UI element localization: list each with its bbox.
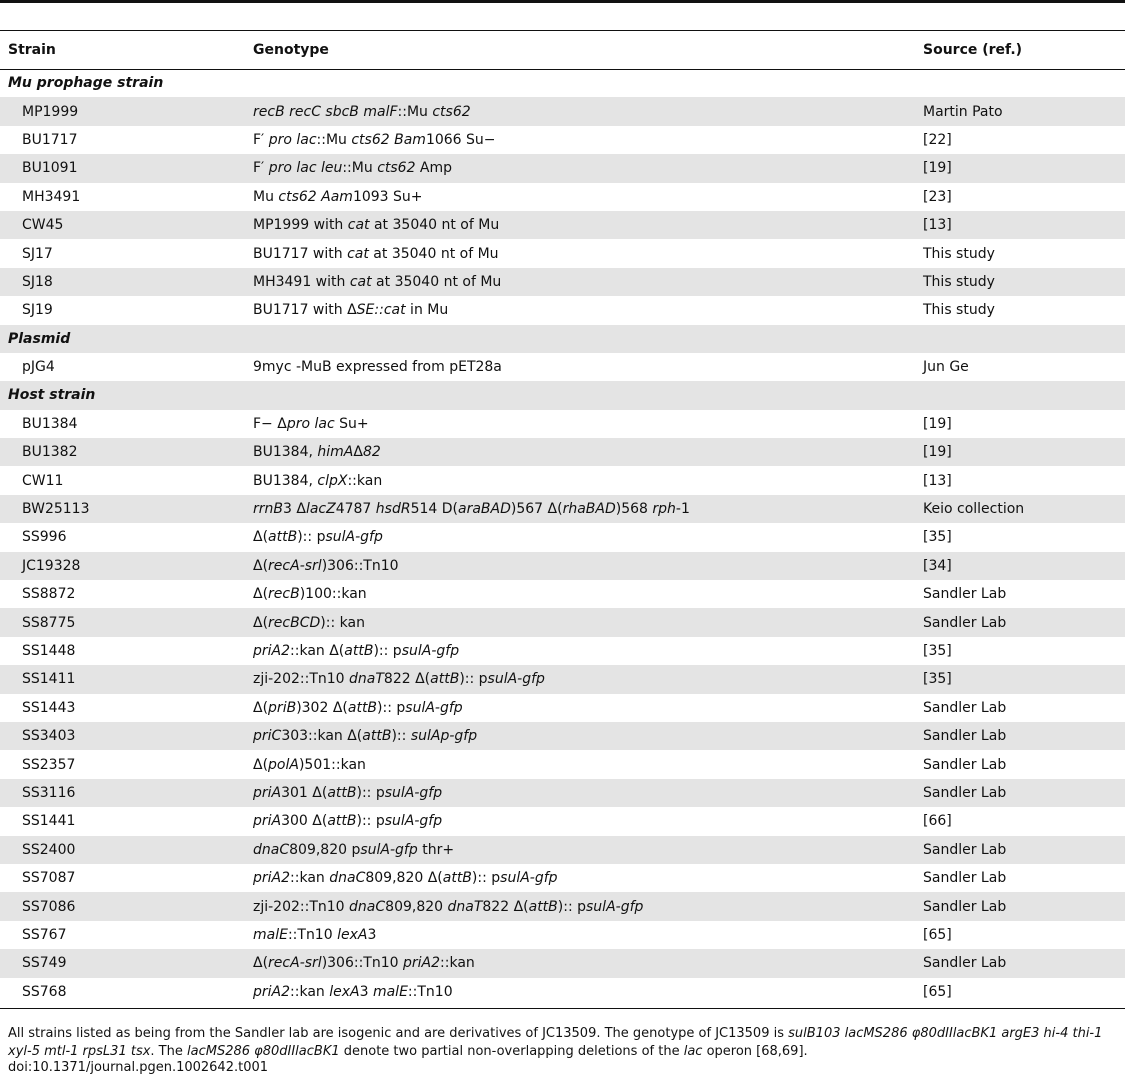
text-segment: ::kan Δ( [290, 643, 345, 659]
table-body [0, 69, 1125, 1006]
italic-text: lac [683, 1044, 703, 1059]
source-cell: [34] [915, 552, 1125, 580]
source-cell: Martin Pato [915, 97, 1125, 125]
text-segment: Δ( [253, 586, 269, 603]
italic-text: attB [362, 728, 392, 745]
italic-text: rhaBAD [562, 501, 616, 518]
genotype-cell [245, 864, 915, 892]
text-segment: Δ( [253, 756, 269, 773]
text-segment: ):: p [356, 813, 385, 830]
strain-table [0, 30, 1125, 1006]
text-segment: 3 Δ [283, 501, 306, 518]
genotype-cell [245, 552, 915, 580]
italic-text: sulB103 lacMS286 φ80dIIlacBK1 argE3 hi-4 thi-1 xyl-5 mtl-1 rpsL31 tsx [8, 1026, 1103, 1059]
italic-text: lacZ [305, 501, 336, 518]
italic-text: priA [253, 813, 282, 830]
table-footnote [8, 1025, 1120, 1061]
strain-cell: SS767 [22, 926, 67, 943]
table-row [0, 580, 1125, 608]
table-row [0, 97, 1125, 125]
text-segment: Amp [415, 160, 453, 177]
italic-text: pro lac leu [268, 160, 343, 177]
italic-text: clpX [317, 472, 348, 489]
italic-text: lexA [329, 983, 360, 1000]
column-header-strain: Strain [8, 41, 56, 58]
source-cell: [65] [923, 926, 952, 943]
text-segment: ::Tn10 [407, 983, 453, 1000]
italic-text: rph [652, 501, 676, 518]
table-bottom-rule [0, 1008, 1125, 1009]
text-segment: ::kan [347, 472, 383, 489]
section-title: Host strain [0, 381, 1125, 409]
italic-text: dnaC [329, 870, 366, 887]
text-segment: )501::kan [298, 756, 366, 773]
table-row [0, 268, 1125, 296]
italic-text: cat [349, 273, 372, 290]
text-segment: 3 [359, 983, 373, 1000]
italic-text: malE [372, 983, 408, 1000]
source-cell: [35] [915, 665, 1125, 693]
text-segment: 9myc -MuB expressed from pET28a [253, 359, 502, 376]
text-segment: F′ [253, 131, 269, 148]
strain-cell: MP1999 [0, 97, 245, 125]
genotype-cell [245, 239, 915, 267]
text-segment: ::Mu [397, 103, 433, 120]
italic-text: sulA-gfp [586, 898, 644, 915]
table-row [0, 892, 1125, 920]
source-cell: This study [915, 268, 1125, 296]
italic-text: dnaT [447, 898, 483, 915]
genotype-cell [245, 353, 915, 381]
table-row [0, 296, 1125, 324]
text-segment: ):: p [373, 643, 402, 659]
text-segment: ):: p [471, 870, 501, 887]
italic-text: priA2 [253, 983, 291, 1000]
text-segment: thr+ [417, 841, 455, 858]
strain-cell: SS7086 [0, 892, 245, 920]
italic-text: pro lac [286, 415, 335, 432]
text-segment: denote two partial non-overlapping deletions of the [339, 1044, 684, 1059]
italic-text: attB [430, 671, 460, 688]
italic-text: attB [344, 643, 374, 659]
text-segment: 822 Δ( [383, 671, 431, 688]
source-cell: Jun Ge [923, 359, 969, 376]
doi-text: doi:10.1371/journal.pgen.1002642.t001 [8, 1060, 269, 1075]
italic-text: priA2 [253, 870, 291, 887]
source-cell: [19] [915, 438, 1125, 466]
strain-cell: CW11 [22, 472, 64, 489]
strain-cell: SJ18 [0, 268, 245, 296]
table-row [0, 126, 1125, 154]
strain-cell: SS768 [22, 983, 67, 1000]
genotype-cell [245, 211, 915, 239]
text-segment: )306::Tn10 [321, 955, 403, 972]
italic-text: cts62 [432, 103, 471, 120]
italic-text: priC [253, 728, 282, 745]
genotype-cell [245, 722, 915, 750]
italic-text: sulA-gfp [401, 643, 460, 659]
table-row [0, 694, 1125, 722]
genotype-cell [245, 268, 915, 296]
strain-cell: SS1448 [22, 643, 76, 659]
source-cell: [13] [923, 472, 952, 489]
table-row [0, 552, 1125, 580]
genotype-cell [245, 949, 915, 977]
strain-cell: SS3403 [0, 722, 245, 750]
italic-text: pro lac [268, 131, 317, 148]
table-row [0, 665, 1125, 693]
source-cell: [66] [923, 813, 952, 830]
text-segment: ):: p [557, 898, 587, 915]
source-cell: [22] [923, 131, 952, 148]
table-row [0, 750, 1125, 778]
section-row [0, 69, 1125, 97]
strain-cell: SS996 [22, 529, 67, 546]
source-cell: Sandler Lab [915, 608, 1125, 636]
text-segment: 1066 Su− [425, 131, 496, 148]
table-row [0, 608, 1125, 636]
strain-cell: SS8775 [0, 608, 245, 636]
italic-text: lacMS286 φ80dIIlacBK1 [187, 1044, 340, 1059]
genotype-cell [245, 410, 915, 438]
italic-text: attB [528, 898, 558, 915]
italic-text: sulA-gfp [405, 699, 463, 716]
italic-text: 82 [362, 444, 381, 461]
italic-text: cts62 Bam [351, 131, 426, 148]
genotype-cell [245, 807, 915, 835]
text-segment: operon [68,69]. [702, 1044, 808, 1059]
table-row [0, 410, 1125, 438]
text-segment: 514 D( [410, 501, 458, 518]
text-segment: 822 Δ( [482, 898, 529, 915]
italic-text: cts62 Aam [278, 188, 353, 205]
text-segment: 3 [367, 926, 377, 943]
text-segment: ::kan [290, 870, 330, 887]
table-row [0, 211, 1125, 239]
text-segment: MH3491 with [253, 273, 350, 290]
text-segment: Δ( [253, 557, 269, 574]
text-segment: )567 Δ( [510, 501, 563, 518]
text-segment: ):: p [356, 784, 385, 801]
italic-text: recBCD [268, 614, 321, 631]
genotype-cell [245, 183, 915, 211]
italic-text: cts62 [377, 160, 416, 177]
italic-text: recA-srl [268, 955, 322, 972]
source-cell: Sandler Lab [915, 722, 1125, 750]
italic-text: rrnB [253, 501, 283, 518]
italic-text: attB [442, 870, 472, 887]
strain-cell: SS1443 [22, 699, 76, 716]
table-header-row [0, 30, 1125, 69]
genotype-cell [245, 694, 915, 722]
italic-text: cat [347, 245, 369, 262]
text-segment: ::kan [290, 983, 330, 1000]
italic-text: polA [268, 756, 299, 773]
strain-cell: pJG4 [22, 359, 55, 376]
text-segment: 809,820 p [289, 841, 361, 858]
table-row [0, 722, 1125, 750]
genotype-cell [245, 637, 915, 665]
italic-text: lexA [337, 926, 368, 943]
source-cell: Sandler Lab [923, 699, 1007, 716]
italic-text: sulAp-gfp [410, 728, 478, 745]
text-segment: 809,820 [385, 898, 448, 915]
table-row [0, 183, 1125, 211]
text-segment: 809,820 Δ( [365, 870, 443, 887]
text-segment: BU1384, [253, 444, 318, 461]
source-cell: Sandler Lab [923, 756, 1007, 773]
text-segment: Δ( [253, 955, 269, 972]
genotype-cell [245, 665, 915, 693]
strain-cell: BU1382 [0, 438, 245, 466]
italic-text: sulA-gfp [325, 529, 383, 546]
genotype-cell [245, 495, 915, 523]
table-row [0, 438, 1125, 466]
italic-text: malE [253, 926, 288, 943]
text-segment: Su+ [334, 415, 369, 432]
source-cell: [13] [915, 211, 1125, 239]
table-row [0, 949, 1125, 977]
italic-text: dnaC [349, 898, 386, 915]
genotype-cell [245, 750, 915, 778]
table-row [0, 637, 1125, 665]
italic-text: sulA-gfp [384, 784, 443, 801]
text-segment: 303::kan Δ( [281, 728, 363, 745]
genotype-cell [245, 608, 915, 636]
text-segment: ):: kan [320, 614, 365, 631]
italic-text: hsdR [375, 501, 411, 518]
text-segment: )100::kan [299, 586, 367, 603]
text-segment: ::Mu [342, 160, 378, 177]
text-segment: at 35040 nt of Mu [368, 245, 499, 262]
text-segment: 1093 Su+ [352, 188, 423, 205]
text-segment: Δ( [253, 614, 269, 631]
column-header-source: Source (ref.) [923, 41, 1023, 58]
source-cell: [19] [915, 154, 1125, 182]
italic-text: recA-srl [268, 557, 322, 574]
italic-text: dnaT [349, 671, 384, 688]
text-segment: )306::Tn10 [321, 557, 399, 574]
source-cell: Keio collection [915, 495, 1125, 523]
strain-cell: BW25113 [0, 495, 245, 523]
italic-text: sulA-gfp [360, 841, 418, 858]
source-cell: Sandler Lab [915, 892, 1125, 920]
text-segment: -1 [675, 501, 690, 518]
source-cell: Sandler Lab [915, 949, 1125, 977]
source-cell: Sandler Lab [923, 586, 1007, 603]
source-cell: [35] [923, 529, 952, 546]
text-segment: ::Mu [316, 131, 352, 148]
source-cell: Sandler Lab [915, 779, 1125, 807]
section-title: Plasmid [0, 325, 1125, 353]
table-row [0, 836, 1125, 864]
text-segment: F− Δ [253, 415, 287, 432]
text-segment: MP1999 with [253, 217, 348, 234]
source-cell: This study [923, 302, 995, 319]
text-segment: at 35040 nt of Mu [369, 217, 500, 234]
text-segment: BU1717 with [253, 245, 348, 262]
italic-text: recB recC sbcB malF [253, 103, 398, 120]
table-row [0, 495, 1125, 523]
top-rule [0, 0, 1125, 3]
genotype-cell [245, 97, 915, 125]
source-cell: [23] [923, 188, 952, 205]
text-segment: in Mu [405, 302, 449, 319]
table-row [0, 864, 1125, 892]
text-segment: ::Tn10 [287, 926, 338, 943]
italic-text: attB [327, 784, 357, 801]
strain-cell: BU1717 [22, 131, 78, 148]
table-row [0, 466, 1125, 494]
source-cell: [35] [923, 643, 952, 659]
text-segment: ):: [391, 728, 411, 745]
strain-cell: SS7087 [22, 870, 76, 887]
text-segment: BU1717 with Δ [253, 302, 357, 319]
genotype-cell [245, 921, 915, 949]
text-segment: All strains listed as being from the Sandler lab are isogenic and are derivatives of JC13509. The genotype of JC13509 is [8, 1026, 789, 1041]
strain-cell: SS8872 [22, 586, 76, 603]
text-segment: F′ [253, 160, 269, 177]
italic-text: attB [347, 699, 378, 716]
section-row [0, 381, 1125, 409]
section-row [0, 325, 1125, 353]
text-segment: 301 Δ( [281, 784, 328, 801]
italic-text: recB [268, 586, 300, 603]
table-row [0, 523, 1125, 551]
genotype-cell [245, 126, 915, 154]
genotype-cell [245, 978, 915, 1006]
text-segment: Δ( [253, 529, 269, 546]
italic-text: dnaC [253, 841, 290, 858]
genotype-cell [245, 296, 915, 324]
strain-cell: SS1441 [22, 813, 76, 830]
text-segment: 4787 [335, 501, 376, 518]
strain-cell: JC19328 [0, 552, 245, 580]
genotype-cell [245, 779, 915, 807]
table-row [0, 921, 1125, 949]
table-row [0, 239, 1125, 267]
strain-cell: SS2357 [22, 756, 76, 773]
genotype-cell [245, 466, 915, 494]
text-segment: )302 Δ( [296, 699, 348, 716]
source-cell: Sandler Lab [915, 836, 1125, 864]
source-cell: This study [923, 245, 995, 262]
table-row [0, 353, 1125, 381]
genotype-cell [245, 154, 915, 182]
strain-cell: SS1411 [0, 665, 245, 693]
italic-text: priB [268, 699, 297, 716]
genotype-cell [245, 836, 915, 864]
text-segment: ::kan [440, 955, 475, 972]
text-segment: zji-202::Tn10 [253, 898, 350, 915]
genotype-cell [245, 523, 915, 551]
italic-text: SE::cat [356, 302, 406, 319]
italic-text: himA [317, 444, 354, 461]
text-segment: at 35040 nt of Mu [371, 273, 502, 290]
text-segment: ):: p [297, 529, 326, 546]
text-segment: ):: p [377, 699, 406, 716]
table-row [0, 154, 1125, 182]
text-segment: Δ [353, 444, 363, 461]
section-title: Mu prophage strain [8, 75, 164, 92]
text-segment: 300 Δ( [281, 813, 328, 830]
strain-cell: SJ19 [22, 302, 53, 319]
source-cell: [65] [923, 983, 952, 1000]
italic-text: sulA-gfp [500, 870, 558, 887]
italic-text: priA [253, 784, 282, 801]
strain-cell: BU1384 [22, 415, 78, 432]
text-segment: . The [150, 1044, 187, 1059]
text-segment: Mu [253, 188, 279, 205]
strain-cell: SJ17 [22, 245, 53, 262]
italic-text: cat [347, 217, 370, 234]
genotype-cell [245, 892, 915, 920]
strain-cell: SS2400 [0, 836, 245, 864]
text-segment: )568 [615, 501, 653, 518]
strain-cell: SS3116 [0, 779, 245, 807]
strain-cell: SS749 [0, 949, 245, 977]
italic-text: attB [268, 529, 298, 546]
text-segment: Δ( [253, 699, 269, 716]
table-row [0, 779, 1125, 807]
italic-text: sulA-gfp [384, 813, 443, 830]
genotype-cell [245, 580, 915, 608]
italic-text: attB [327, 813, 357, 830]
italic-text: priA2 [253, 643, 291, 659]
strain-cell: MH3491 [22, 188, 81, 205]
strain-cell: CW45 [0, 211, 245, 239]
text-segment: zji-202::Tn10 [253, 671, 350, 688]
strain-cell: BU1091 [0, 154, 245, 182]
source-cell: Sandler Lab [923, 870, 1007, 887]
column-header-genotype: Genotype [253, 41, 329, 58]
table-row [0, 978, 1125, 1006]
text-segment: ):: p [459, 671, 488, 688]
genotype-cell [245, 438, 915, 466]
italic-text: priA2 [403, 955, 441, 972]
table-row [0, 807, 1125, 835]
italic-text: araBAD [458, 501, 511, 518]
text-segment: BU1384, [253, 472, 318, 489]
source-cell: [19] [923, 415, 952, 432]
italic-text: sulA-gfp [487, 671, 545, 688]
